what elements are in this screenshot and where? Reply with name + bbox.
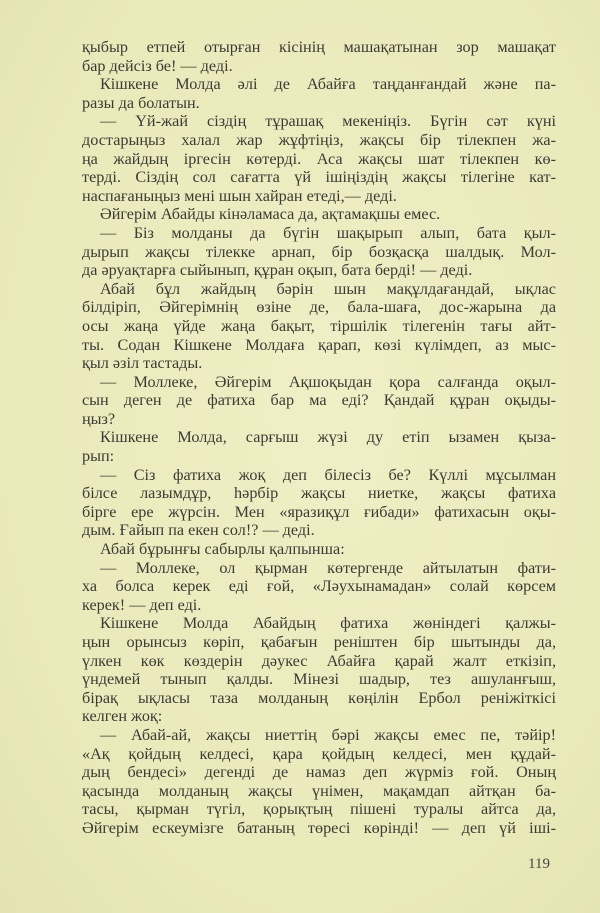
text-line: разы да болатын. (82, 93, 200, 112)
text-line: Кішкене Молда әлі де Абайға таңданғандай және па- (100, 75, 556, 94)
text-line: «Ақ қойдың келдесі, қара қойдың келдесі, мен құдай- (82, 744, 556, 763)
text-line: ты. Содан Кішкене Молдаға қарап, көзі күлімдеп, аз мыс- (82, 335, 556, 354)
text-line: — Абай-ай, жақсы ниеттің бәрі жақсы емес пе, тәйір! (100, 725, 556, 744)
text-line: сын деген де фатиха бар ма еді? Қандай құран оқыды- (82, 391, 556, 410)
text-line: терді. Сіздің сол сағатта үй ішіңіздің жақсы тілегіне кат- (82, 168, 556, 187)
text-line: — Сіз фатиха жоқ деп білесіз бе? Күллі мұсылман (100, 465, 556, 484)
text-line: — Үй-жай сіздің тұрашақ мекеніңіз. Бүгін сәт күні (100, 112, 556, 131)
text-line: да әруақтарға сыйынып, құран оқып, бата берді! — деді. (82, 261, 473, 280)
text-line: ңа жайдың іргесін көтерді. Аса жақсы шат тілекпен кө- (82, 149, 556, 168)
text-line: керек! — деп еді. (82, 595, 202, 614)
text-line: ңын орынсыз көріп, қабағын реніштен бір шытынды да, (82, 633, 556, 651)
text-line: қыбыр етпей отырған кісінің машақатынан зор машақат (82, 38, 556, 56)
text-line: бірақ ықласы таза молданың көңілін Ербол реніжіткісі (82, 688, 556, 707)
text-line: дырып жақсы тілекке арнап, бір бозқасқа шалдық. Мол- (82, 242, 556, 261)
text-line: білдіріп, Әйгерімнің өзіне де, бала-шаға, дос-жарына да (82, 298, 556, 317)
text-line: — Моллеке, Әйгерім Ақшоқыдан қора салғанда оқыл- (100, 372, 556, 391)
text-line: келген жоқ: (82, 707, 163, 726)
text-line: Кішкене Молда Абайдың фатиха жөніндегі қалжы- (100, 614, 556, 633)
text-line: қыл әзіл тастады. (82, 354, 203, 373)
text-line: білсе лазымдұр, һәрбір жақсы ниетке, жақсы фатиха (82, 484, 556, 503)
text-line: ха болса керек еді ғой, «Ләухынамадан» солай көрсем (82, 577, 556, 596)
text-line: наспағаныңыз мені шын хайран етеді,— деді. (82, 186, 397, 205)
text-line: Кішкене Молда, сарғыш жүзі ду етіп ызамен қыза- (100, 428, 556, 447)
text-line: рып: (82, 447, 115, 466)
text-line: үлкен көк көздерін дәукес Абайға қарай жалт еткізіп, (82, 651, 556, 670)
text-line: ңыз? (82, 409, 116, 428)
text-line: Әйгерім ескеумізге батаның төресі көрінді! — деп үй іші- (82, 818, 556, 837)
text-line: дың бендесі» дегенді де намаз деп жүрміз ғой. Оның (82, 763, 556, 782)
page-number: 119 (528, 856, 550, 872)
text-line: дым. Ғайып па екен сол!? — деді. (82, 521, 315, 540)
text-line: Әйгерім Абайды кінәламаса да, ақтамақшы емес. (100, 205, 441, 224)
text-line: осы жаңа үйде жаңа бақыт, тіршілік тілегенін тағы айт- (82, 316, 556, 335)
text-line: бар дейсіз бе! — деді. (82, 56, 233, 75)
body-text (82, 38, 556, 838)
text-line: Абай бұл жайдың бәрін шын мақұлдағандай, ықлас (100, 279, 556, 298)
text-line: тасы, қырман түгіл, қорықтың пішені туралы айтса да, (82, 800, 556, 819)
text-line: Абай бұрынғы сабырлы қалпынша: (100, 540, 345, 559)
text-line: достарыңыз халал жар жұфтіңіз, жақсы бір тілекпен жа- (82, 130, 556, 149)
text-line: бірге ере жүрсін. Мен «яразиқұл ғибади» фатихасын оқы- (82, 502, 556, 521)
text-line: — Моллеке, ол қырман көтергенде айтылатын фати- (100, 558, 556, 577)
text-line: қасында молданың жақсы үнімен, мақамдап айтқан ба- (82, 781, 556, 800)
text-line: — Біз молданы да бүгін шақырып алып, бата қыл- (100, 223, 556, 242)
text-line: үндемей тынып қалды. Мінезі шадыр, тез ашуланғыш, (82, 670, 556, 689)
